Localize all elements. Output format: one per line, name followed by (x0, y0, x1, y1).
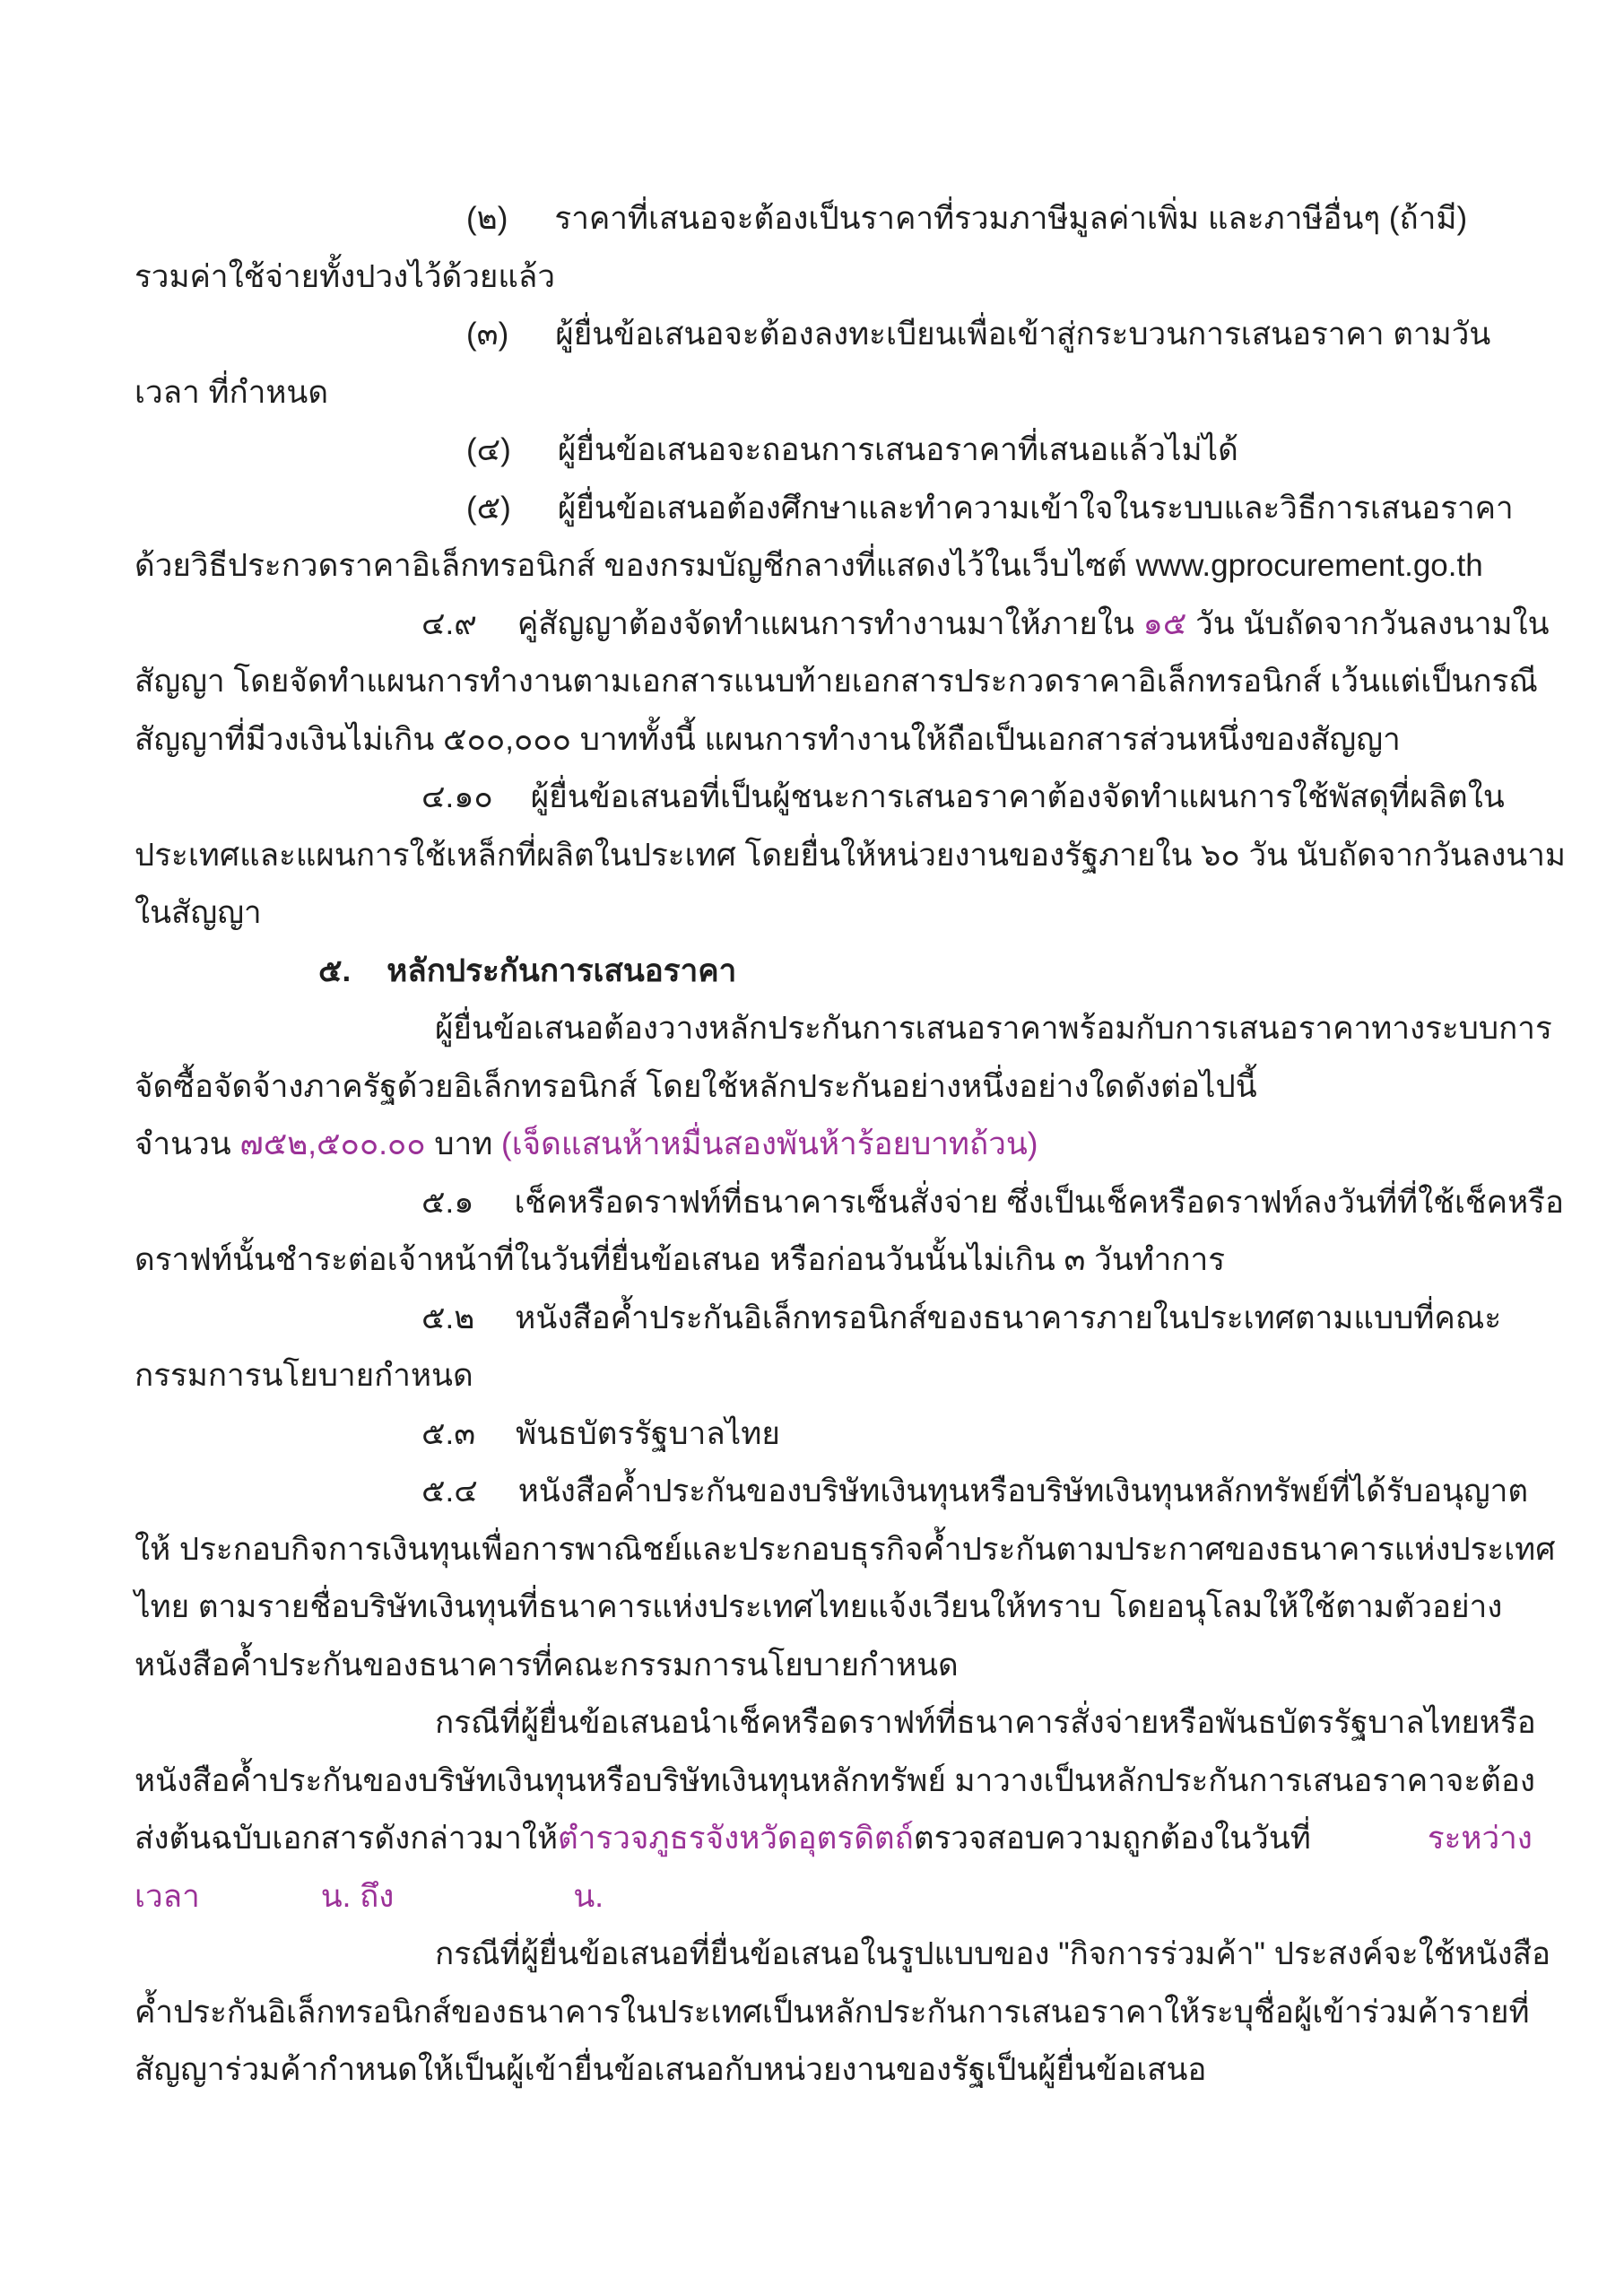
doc-line (135, 364, 1498, 422)
blank-space (511, 517, 558, 518)
section-number: ๕. (318, 952, 352, 988)
doc-line (135, 596, 1550, 654)
blank-space (478, 1500, 518, 1501)
item-number: (๕) (466, 490, 511, 526)
blank-space (473, 1212, 514, 1213)
text-run: ผู้ยื่นข้อเสนอต้องศึกษาและทำความเข้าใจในระบบและวิธีการเสนอราคา (557, 490, 1514, 526)
clause-number: ๕.๓ (421, 1415, 476, 1451)
bid-bond-amount: ๗๕๒,๕๐๐.๐๐ (239, 1126, 426, 1161)
blank-space (508, 228, 554, 229)
text-run: กรณีที่ผู้ยื่นข้อเสนอนำเช็คหรือดราฟท์ที่ธนาคารสั่งจ่ายหรือพันธบัตรรัฐบาลไทยหรือ (435, 1705, 1536, 1740)
doc-line (135, 1116, 1498, 1174)
text-run: ในสัญญา (135, 895, 262, 930)
text-run: ค้ำประกันอิเล็กทรอนิกส์ของธนาคารในประเทศเป็นหลักประกันการเสนอราคาให้ระบุชื่อผู้เข้าร่วมค้ารายที่ (135, 1994, 1530, 2030)
doc-line (135, 1694, 1536, 1752)
text-run: จำนวน (135, 1126, 240, 1161)
doc-line (135, 537, 1498, 596)
item-number: (๔) (466, 432, 511, 467)
text-run: ตรวจสอบความถูกต้องในวันที่ (913, 1821, 1311, 1856)
text-run: พันธบัตรรัฐบาลไทย (516, 1415, 780, 1451)
blank-time-start-field (200, 1906, 321, 1907)
doc-line (135, 1231, 1498, 1290)
text-run: เวลา ที่กำหนด (135, 374, 329, 410)
doc-line (135, 1752, 1535, 1811)
text-run: ด้วยวิธีประกวดราคาอิเล็กทรอนิกส์ ของกรมบัญชีกลางที่แสดงไว้ในเว็บไซต์ (135, 548, 1136, 583)
clause-number: ๔.๙ (421, 605, 477, 641)
amount-in-words: (เจ็ดแสนห้าหมื่นสองพันห้าร้อยบาทถ้วน) (501, 1126, 1038, 1161)
doc-line (135, 1405, 1498, 1464)
doc-line (135, 306, 1498, 364)
text-run: จัดซื้อจัดจ้างภาครัฐด้วยอิเล็กทรอนิกส์ โดยใช้หลักประกันอย่างหนึ่งอย่างใดดังต่อไปนี้ (135, 1068, 1257, 1104)
text-run: เวลา (135, 1878, 200, 1914)
text-run: สัญญาที่มีวงเงินไม่เกิน ๕๐๐,๐๐๐ บาททั้งนี้ แผนการทำงานให้ถือเป็นเอกสารส่วนหนึ่งของสัญญา (135, 721, 1401, 757)
text-run: หนังสือค้ำประกันอิเล็กทรอนิกส์ของธนาคารภายในประเทศตามแบบที่คณะ (515, 1300, 1502, 1335)
doc-line (135, 1347, 1498, 1405)
text-run: บาท (425, 1126, 502, 1161)
item-number: (๓) (466, 317, 509, 352)
doc-line (135, 653, 1538, 711)
text-run: ประเทศและแผนการใช้เหล็กที่ผลิตในประเทศ โดยยื่นให้หน่วยงานของรัฐภายใน ๖๐ วัน นับถัดจากวันลงนาม (135, 837, 1566, 873)
text-run: ให้ ประกอบกิจการเงินทุนเพื่อการพาณิชย์และประกอบธุรกิจค้ำประกันตามประกาศของธนาคารแห่งประเทศ (135, 1531, 1556, 1567)
doc-line (135, 884, 1498, 943)
days-15-highlight: ๑๕ (1142, 605, 1187, 641)
doc-line (135, 769, 1505, 827)
doc-line (135, 1578, 1503, 1637)
doc-line (135, 1637, 1498, 1695)
doc-line (135, 1868, 1498, 1926)
text-run: หนังสือค้ำประกันของธนาคารที่คณะกรรมการนโยบายกำหนด (135, 1647, 959, 1683)
doc-line (135, 1463, 1529, 1521)
doc-line (135, 248, 1498, 307)
text-run: สัญญาร่วมค้ากำหนดให้เป็นผู้เข้ายื่นข้อเสนอกับหน่วยงานของรัฐเป็นผู้ยื่นข้อเสนอ (135, 2052, 1207, 2087)
blank-space (474, 1327, 515, 1328)
text-run: น. ถึง (320, 1878, 395, 1914)
item-number: (๒) (466, 201, 508, 236)
text-run: กรรมการนโยบายกำหนด (135, 1358, 473, 1393)
doc-line (135, 1984, 1530, 2042)
section-title: หลักประกันการเสนอราคา (386, 952, 737, 988)
text-run: ราคาที่เสนอจะต้องเป็นราคาที่รวมภาษีมูลค่าเพิ่ม และภาษีอื่นๆ (ถ้ามี) (554, 201, 1468, 236)
text-run: ผู้ยื่นข้อเสนอจะต้องลงทะเบียนเพื่อเข้าสู่กระบวนการเสนอราคา ตามวัน (555, 317, 1491, 352)
clause-number: ๕.๒ (421, 1300, 475, 1335)
blank-space (351, 980, 386, 981)
doc-line (135, 1521, 1556, 1579)
blank-space (511, 459, 558, 460)
text-run: เช็คหรือดราฟท์ที่ธนาคารเซ็นสั่งจ่าย ซึ่งเป็นเช็คหรือดราฟท์ลงวันที่ที่ใช้เช็คหรือ (514, 1184, 1564, 1220)
text-run: รวมค่าใช้จ่ายทั้งปวงไว้ด้วยแล้ว (135, 258, 556, 294)
doc-line (135, 1174, 1564, 1232)
text-run: น. (573, 1878, 604, 1914)
blank-space (477, 633, 517, 634)
blank-space (475, 1443, 516, 1444)
doc-line (135, 480, 1514, 538)
doc-line (135, 1000, 1552, 1058)
agency-name-highlight: ตำรวจภูธรจังหวัดอุตรดิตถ์ (558, 1821, 914, 1856)
text-run: วัน นับถัดจากวันลงนามใน (1186, 605, 1550, 641)
doc-line (135, 1290, 1502, 1348)
text-run: ไทย ตามรายชื่อบริษัทเงินทุนที่ธนาคารแห่งประเทศไทยแจ้งเวียนให้ทราบ โดยอนุโลมให้ใช้ตามตัวอย่าง (135, 1589, 1503, 1624)
text-run: ผู้ยื่นข้อเสนอที่เป็นผู้ชนะการเสนอราคาต้องจัดทำแผนการใช้พัสดุที่ผลิตใน (530, 779, 1505, 814)
doc-line (135, 827, 1566, 885)
doc-line (135, 1810, 1533, 1868)
text-run: ดราฟท์นั้นชำระต่อเจ้าหน้าที่ในวันที่ยื่นข้อเสนอ หรือก่อนวันนั้นไม่เกิน ๓ วันทำการ (135, 1242, 1226, 1277)
clause-number: ๕.๑ (421, 1184, 474, 1220)
text-run: สัญญา โดยจัดทำแผนการทำงานตามเอกสารแนบท้ายเอกสารประกวดราคาอิเล็กทรอนิกส์ เว้นแต่เป็นกรณี (135, 664, 1538, 699)
document-body (135, 190, 1566, 2100)
text-run: กรณีที่ผู้ยื่นข้อเสนอที่ยื่นข้อเสนอในรูปแบบของ "กิจการร่วมค้า" ประสงค์จะใช้หนังสือ (435, 1936, 1551, 1971)
doc-line (135, 1058, 1498, 1117)
text-run: หนังสือค้ำประกันของบริษัทเงินทุนหรือบริษัทเงินทุนหลักทรัพย์ที่ได้รับอนุญาต (517, 1474, 1529, 1509)
text-run: ระหว่าง (1427, 1821, 1533, 1856)
text-run: ส่งต้นฉบับเอกสารดังกล่าวมาให้ (135, 1821, 559, 1856)
blank-time-end-field (394, 1906, 573, 1907)
doc-line (135, 422, 1498, 480)
text-run: ผู้ยื่นข้อเสนอต้องวางหลักประกันการเสนอราคาพร้อมกับการเสนอราคาทางระบบการ (435, 1011, 1552, 1046)
doc-line (135, 711, 1498, 770)
gprocurement-url-text: www.gprocurement.go.th (1135, 548, 1483, 583)
text-run: ผู้ยื่นข้อเสนอจะถอนการเสนอราคาที่เสนอแล้วไม่ได้ (557, 432, 1238, 467)
clause-number: ๕.๔ (421, 1474, 478, 1509)
doc-line (135, 2041, 1498, 2100)
blank-space (493, 806, 531, 807)
doc-line (135, 1926, 1551, 1984)
section-heading (135, 943, 1498, 1001)
text-run: คู่สัญญาต้องจัดทำแผนการทำงานมาให้ภายใน (517, 605, 1143, 641)
doc-line (135, 190, 1498, 248)
clause-number: ๔.๑๐ (421, 779, 493, 814)
text-run: หนังสือค้ำประกันของบริษัทเงินทุนหรือบริษัทเงินทุนหลักทรัพย์ มาวางเป็นหลักประกันการเสนอราคาจะต้อง (135, 1762, 1535, 1798)
